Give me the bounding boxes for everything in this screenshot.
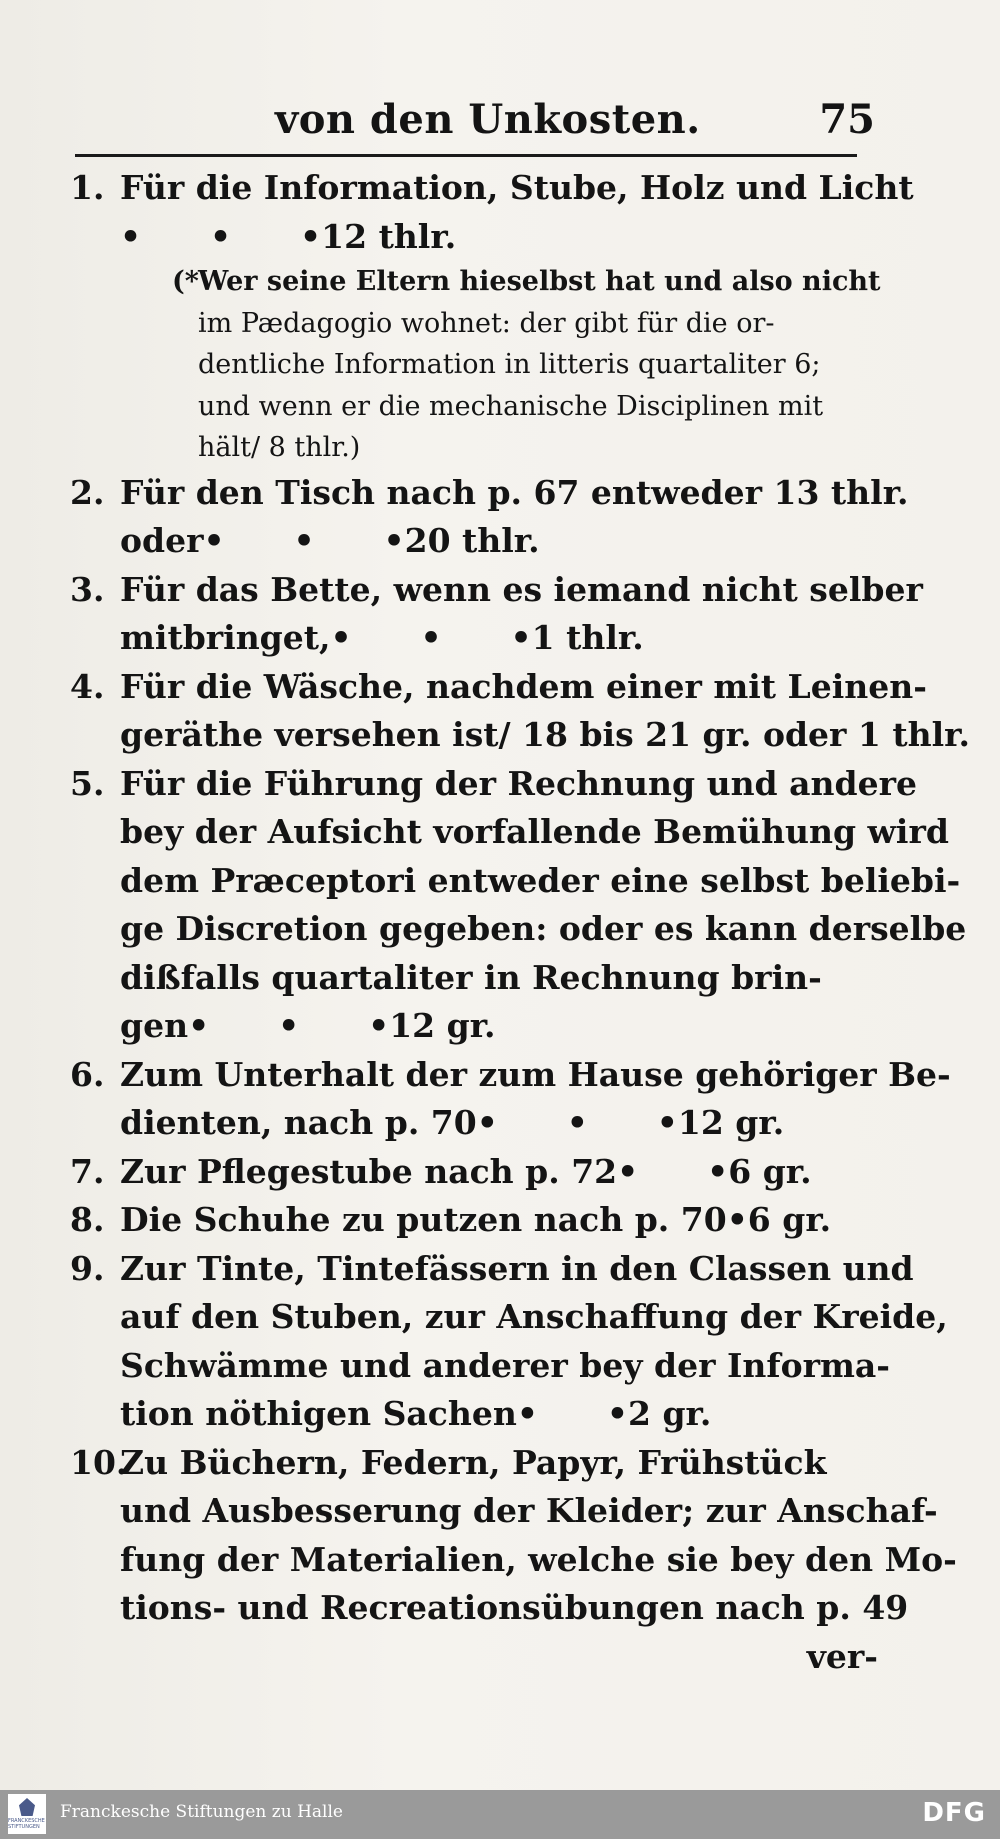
logo-text: FRANCKESCHE STIFTUNGEN (8, 1818, 45, 1830)
price-line (120, 213, 878, 262)
price-line (120, 1196, 878, 1245)
leader-dots: • • • (188, 1006, 390, 1045)
page-number: 75 (819, 96, 875, 143)
footnote-line: und wenn er die mechanische Disciplinen mit (198, 390, 824, 422)
entry-line: Zur Tinte, Tintefässern in den Classen und (120, 1248, 914, 1288)
price-amount: 12 thlr. (321, 216, 457, 256)
price-amount: 6 gr. (747, 1200, 832, 1239)
price-label: Zur Pflegestube nach p. 72 (120, 1151, 618, 1191)
entry-number: 4. (70, 666, 105, 706)
leader-dots: • • • (120, 216, 322, 256)
logo-glyph (19, 1798, 35, 1816)
entry-line: und Ausbesserung der Kleider; zur Anschaf- (120, 1491, 938, 1530)
price-label: dienten, nach p. 70 (120, 1103, 477, 1142)
entry-number: 7. (70, 1151, 105, 1191)
entry-line: dißfalls quartaliter in Rechnung brin- (120, 957, 822, 997)
cost-entry (70, 566, 923, 663)
price-line (120, 1002, 878, 1051)
cost-entry (70, 1439, 957, 1633)
header-rule (75, 154, 857, 157)
price-line (120, 1148, 878, 1197)
leader-dots: • • (516, 1394, 629, 1433)
entry-line: tions- und Recreationsübungen nach p. 49 (120, 1588, 909, 1627)
entry-number: 9. (70, 1248, 105, 1288)
leader-dots: • • • (330, 618, 532, 657)
entry-line: dem Præceptori entweder eine selbst beliebi- (120, 860, 961, 900)
price-amount: 12 gr. (389, 1006, 496, 1045)
institution-name: Franckesche Stiftungen zu Halle (60, 1802, 343, 1822)
running-head: von den Unkosten. (275, 96, 701, 143)
cost-entry (70, 760, 967, 1051)
institution-logo-icon (8, 1794, 46, 1834)
entry-number: 3. (70, 569, 105, 609)
entry-number: 10. (70, 1442, 128, 1482)
price-amount: 6 gr. (728, 1151, 812, 1191)
entry-line: Für den Tisch nach p. 67 entweder 13 thlr. (120, 472, 909, 512)
price-line (120, 517, 878, 566)
leader-dots: • (726, 1200, 748, 1239)
price-label: gen (120, 1006, 189, 1045)
cost-entry (70, 663, 970, 760)
dfg-logo: DFG (922, 1798, 986, 1828)
price-amount: 2 gr. (628, 1394, 712, 1433)
page-header (75, 96, 875, 146)
footnote-marker: (* (172, 266, 199, 297)
price-label: mitbringet, (120, 618, 331, 657)
entry-number: 1. (70, 168, 105, 207)
entry-line: auf den Stuben, zur Anschaffung der Kreide, (120, 1297, 948, 1336)
price-line (120, 1099, 878, 1148)
price-label: tion nöthigen Sachen (120, 1394, 517, 1433)
leader-dots: • • (617, 1151, 729, 1191)
entry-line: Schwämme und anderer bey der Informa- (120, 1345, 890, 1385)
cost-entry (70, 1148, 878, 1197)
footnote-line: hält/ 8 thlr.) (198, 432, 361, 463)
footnote-line: Wer seine Eltern hieselbst hat und also nicht (198, 266, 881, 297)
entry-line: ge Discretion gegeben: oder es kann derselbe (120, 909, 967, 948)
price-amount: 20 thlr. (404, 521, 540, 560)
leader-dots: • • • (203, 521, 405, 560)
entry-line: geräthe versehen ist/ 18 bis 21 gr. oder 1 thlr. (120, 715, 970, 754)
cost-entry (70, 164, 914, 261)
entry-line: Für die Wäsche, nachdem einer mit Leinen- (120, 666, 927, 706)
entry-line: Für die Führung der Rechnung und andere (120, 763, 917, 803)
price-label: Die Schuhe zu putzen nach p. 70 (120, 1200, 727, 1239)
entry-line: Für die Information, Stube, Holz und Licht (120, 168, 914, 207)
price-line (120, 1390, 878, 1439)
footer-bar (0, 1790, 1000, 1839)
entry-number: 2. (70, 472, 105, 512)
footnote-line: dentliche Information in litteris quartaliter 6; (198, 349, 821, 380)
entry-number: 6. (70, 1054, 105, 1094)
body-text (70, 164, 970, 1681)
catchword: ver- (806, 1636, 878, 1676)
cost-entry (70, 469, 909, 566)
price-amount: 12 gr. (677, 1103, 785, 1142)
leader-dots: • • • (476, 1103, 678, 1142)
entry-line: Für das Bette, wenn es iemand nicht selber (120, 569, 923, 609)
price-line (120, 614, 878, 663)
entry-line: Zu Büchern, Federn, Papyr, Frühstück (120, 1442, 827, 1482)
entry-line: bey der Aufsicht vorfallende Bemühung wird (120, 812, 949, 851)
price-label: oder (120, 521, 204, 560)
price-amount: 1 thlr. (531, 618, 644, 657)
entry-line: Zum Unterhalt der zum Hause gehöriger Be- (120, 1054, 951, 1094)
entry-number: 8. (70, 1200, 105, 1239)
cost-entry (70, 1245, 948, 1439)
entry-line: fung der Materialien, welche sie bey den Mo- (120, 1539, 957, 1579)
entry-number: 5. (70, 763, 105, 803)
cost-entry (70, 1196, 878, 1245)
footnote (70, 261, 881, 469)
cost-entry (70, 1051, 951, 1148)
footnote-line: im Pædagogio wohnet: der gibt für die or- (198, 307, 775, 339)
